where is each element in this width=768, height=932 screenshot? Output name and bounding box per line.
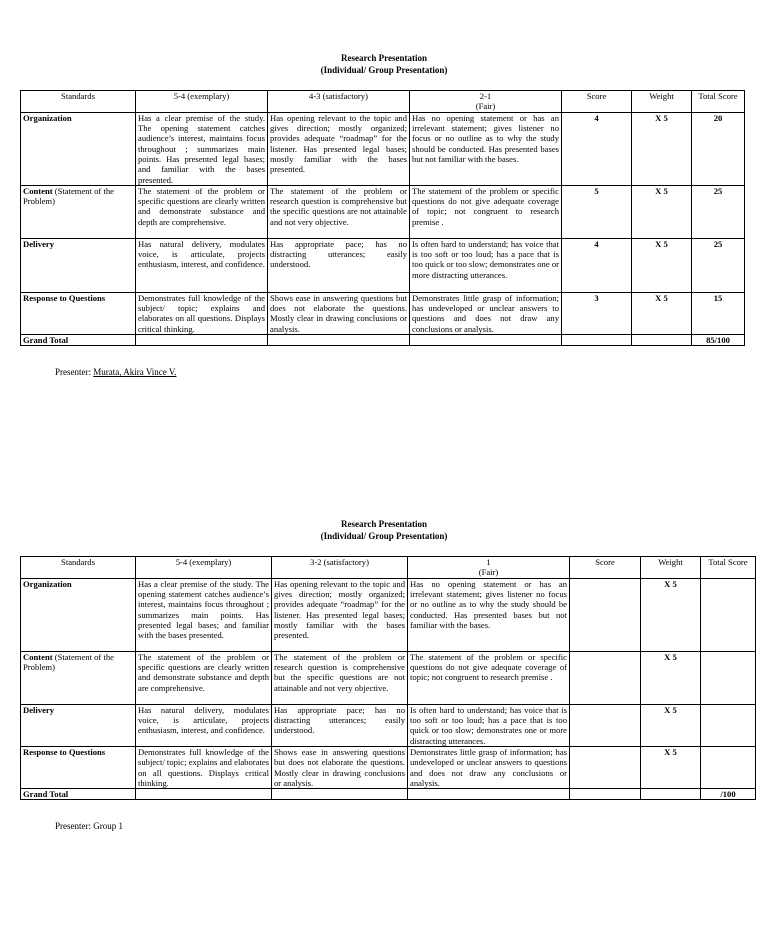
header-fair-range: 1 bbox=[486, 557, 491, 567]
satisfactory-cell: The statement of the problem or research question is comprehensive but the specific questions are not attainable and not very objective. bbox=[272, 651, 408, 704]
exemplary-cell: The statement of the problem or specific questions are clearly written and demonstrate substance and depth are comprehensive. bbox=[136, 185, 268, 238]
empty-cell bbox=[408, 789, 570, 800]
standard-cell bbox=[21, 238, 136, 292]
presenter-line bbox=[55, 367, 176, 378]
total-score-cell[interactable] bbox=[701, 704, 756, 746]
score-cell: 4 bbox=[562, 238, 632, 292]
standard-name: Response to Questions bbox=[23, 292, 106, 303]
table-row bbox=[21, 112, 745, 185]
weight-cell: X 5 bbox=[641, 746, 701, 788]
header-fair bbox=[408, 557, 570, 579]
exemplary-cell: Has natural delivery, modulates voice, is articulate, projects enthusiasm, interest, and confidence. bbox=[136, 238, 268, 292]
exemplary-cell: Demonstrates full knowledge of the subject/ topic; explains and elaborates on all questions. Displays critical thinking. bbox=[136, 746, 272, 788]
header-total-score: Total Score bbox=[701, 557, 756, 579]
weight-cell: X 5 bbox=[632, 112, 692, 185]
header-weight: Weight bbox=[641, 557, 701, 579]
grand-total-value: 85/100 bbox=[692, 335, 745, 346]
satisfactory-cell: The statement of the problem or research question is comprehensive but the specific questions are not attainable and not very objective. bbox=[268, 185, 410, 238]
empty-cell bbox=[268, 335, 410, 346]
rubric-table bbox=[20, 90, 745, 346]
header-exemplary: 5-4 (exemplary) bbox=[136, 91, 268, 113]
presenter-label: Presenter: bbox=[55, 367, 94, 377]
header-score: Score bbox=[562, 91, 632, 113]
total-score-cell[interactable] bbox=[701, 746, 756, 788]
score-cell: 3 bbox=[562, 292, 632, 334]
exemplary-cell: Has a clear premise of the study. The opening statement catches audience’s interest, maintains focus throughout ; summarizes main points. Has presented legal bases; and familiar with the bases presented. bbox=[136, 578, 272, 651]
empty-cell bbox=[570, 789, 641, 800]
rubric-sheet-2 bbox=[0, 518, 768, 831]
satisfactory-cell: Has appropriate pace; has no distracting utterances; easily understood. bbox=[272, 704, 408, 746]
fair-cell: Has no opening statement or has an irrelevant statement; gives listener no focus or no outline as to why the study should be conducted. Has presented bases but not familiar with the bases. bbox=[410, 112, 562, 185]
grand-total-row bbox=[21, 335, 745, 346]
empty-cell bbox=[562, 335, 632, 346]
table-row bbox=[21, 238, 745, 292]
empty-cell bbox=[136, 335, 268, 346]
grand-total-value[interactable]: /100 bbox=[701, 789, 756, 800]
fair-cell: Has no opening statement or has an irrelevant statement; gives listener no focus or no outline as to why the study should be conducted. Has presented bases but not familiar with the bases. bbox=[408, 578, 570, 651]
standard-name: Delivery bbox=[23, 238, 55, 249]
header-fair-label: (Fair) bbox=[478, 567, 499, 578]
empty-cell bbox=[136, 789, 272, 800]
standard-name: Content bbox=[23, 651, 53, 662]
rubric-table bbox=[20, 556, 756, 800]
header-exemplary: 5-4 (exemplary) bbox=[136, 557, 272, 579]
standard-cell bbox=[21, 704, 136, 746]
header-row bbox=[21, 91, 745, 113]
header-standards: Standards bbox=[21, 557, 136, 579]
header-satisfactory: 4-3 (satisfactory) bbox=[268, 91, 410, 113]
standard-cell bbox=[21, 578, 136, 651]
table-row bbox=[21, 292, 745, 334]
grand-total-label: Grand Total bbox=[21, 789, 136, 800]
table-row bbox=[21, 704, 756, 746]
score-cell: 5 bbox=[562, 185, 632, 238]
standard-cell bbox=[21, 292, 136, 334]
satisfactory-cell: Has opening relevant to the topic and gives direction; mostly organized; provides adequate “roadmap” for the listener. Has presented legal bases; mostly familiar with the bases presented. bbox=[272, 578, 408, 651]
standard-note: (Statement of the Problem) bbox=[23, 185, 114, 207]
total-score-cell[interactable] bbox=[701, 651, 756, 704]
satisfactory-cell: Shows ease in answering questions but does not elaborate the questions. Mostly clear in drawing conclusions or analysis. bbox=[268, 292, 410, 334]
presenter-name: Murata, Akira Vince V. bbox=[93, 367, 177, 377]
total-score-cell: 15 bbox=[692, 292, 745, 334]
standard-name: Delivery bbox=[23, 704, 55, 715]
header-weight: Weight bbox=[632, 91, 692, 113]
sheet-title: Research Presentation bbox=[341, 519, 427, 529]
header-satisfactory: 3-2 (satisfactory) bbox=[272, 557, 408, 579]
table-row bbox=[21, 185, 745, 238]
score-cell[interactable] bbox=[570, 651, 641, 704]
standard-name: Organization bbox=[23, 112, 72, 123]
weight-cell: X 5 bbox=[641, 704, 701, 746]
score-cell: 4 bbox=[562, 112, 632, 185]
exemplary-cell: Demonstrates full knowledge of the subject/ topic; explains and elaborates on all questions. Displays critical thinking. bbox=[136, 292, 268, 334]
header-fair-label: (Fair) bbox=[475, 101, 496, 112]
score-cell[interactable] bbox=[570, 704, 641, 746]
header-standards: Standards bbox=[21, 91, 136, 113]
header-total-score: Total Score bbox=[692, 91, 745, 113]
fair-cell: Is often hard to understand; has voice that is too soft or too loud; has a pace that is too quick or too slow; demonstrates one or more distracting utterances. bbox=[408, 704, 570, 746]
weight-cell: X 5 bbox=[632, 292, 692, 334]
fair-cell: Demonstrates little grasp of information; has undeveloped or unclear answers to questions and does not draw any conclusions or analysis. bbox=[410, 292, 562, 334]
presenter-label: Presenter: bbox=[55, 821, 94, 831]
weight-cell: X 5 bbox=[632, 185, 692, 238]
satisfactory-cell: Has opening relevant to the topic and gives direction; mostly organized; provides adequate “roadmap” for the listener. Has presented legal bases; mostly familiar with the bases presented. bbox=[268, 112, 410, 185]
presenter-line bbox=[55, 821, 123, 832]
weight-cell: X 5 bbox=[641, 651, 701, 704]
score-cell[interactable] bbox=[570, 578, 641, 651]
standard-note: (Statement of the Problem) bbox=[23, 651, 114, 672]
header-fair-range: 2-1 bbox=[479, 91, 492, 101]
standard-cell bbox=[21, 185, 136, 238]
satisfactory-cell: Has appropriate pace; has no distracting utterances; easily understood. bbox=[268, 238, 410, 292]
total-score-cell: 20 bbox=[692, 112, 745, 185]
fair-cell: The statement of the problem or specific questions do not give adequate coverage of topic; not congruent to research premise . bbox=[410, 185, 562, 238]
standard-name: Content bbox=[23, 185, 53, 196]
exemplary-cell: The statement of the problem or specific questions are clearly written and demonstrate substance and depth are comprehensive. bbox=[136, 651, 272, 704]
score-cell[interactable] bbox=[570, 746, 641, 788]
fair-cell: Is often hard to understand; has voice that is too soft or too loud; has a pace that is too quick or too slow; demonstrates one or more distracting utterances. bbox=[410, 238, 562, 292]
standard-cell bbox=[21, 746, 136, 788]
header-row bbox=[21, 557, 756, 579]
weight-cell: X 5 bbox=[641, 578, 701, 651]
empty-cell bbox=[410, 335, 562, 346]
empty-cell bbox=[272, 789, 408, 800]
sheet-subtitle: (Individual/ Group Presentation) bbox=[320, 531, 448, 541]
grand-total-row bbox=[21, 789, 756, 800]
table-row bbox=[21, 578, 756, 651]
exemplary-cell: Has a clear premise of the study. The opening statement catches audience’s interest, maintains focus throughout ; summarizes main points. Has presented legal bases; and familiar with the bases presented. bbox=[136, 112, 268, 185]
header-score: Score bbox=[570, 557, 641, 579]
header-fair bbox=[410, 91, 562, 113]
sheet-subtitle: (Individual/ Group Presentation) bbox=[320, 65, 448, 75]
standard-name: Organization bbox=[23, 578, 72, 589]
standard-cell bbox=[21, 112, 136, 185]
empty-cell bbox=[632, 335, 692, 346]
satisfactory-cell: Shows ease in answering questions but does not elaborate the questions. Mostly clear in drawing conclusions or analysis. bbox=[272, 746, 408, 788]
table-row bbox=[21, 651, 756, 704]
total-score-cell: 25 bbox=[692, 238, 745, 292]
exemplary-cell: Has natural delivery, modulates voice, is articulate, projects enthusiasm, interest, and confidence. bbox=[136, 704, 272, 746]
standard-name: Response to Questions bbox=[23, 746, 106, 757]
sheet-title: Research Presentation bbox=[341, 53, 427, 63]
standard-cell bbox=[21, 651, 136, 704]
fair-cell: The statement of the problem or specific questions do not give adequate coverage of topic; not congruent to research premise . bbox=[408, 651, 570, 704]
empty-cell bbox=[641, 789, 701, 800]
total-score-cell[interactable] bbox=[701, 578, 756, 651]
table-row bbox=[21, 746, 756, 788]
total-score-cell: 25 bbox=[692, 185, 745, 238]
grand-total-label: Grand Total bbox=[21, 335, 136, 346]
rubric-sheet-1 bbox=[0, 52, 768, 377]
presenter-name: Group 1 bbox=[93, 821, 123, 831]
fair-cell: Demonstrates little grasp of information; has undeveloped or unclear answers to questions and does not draw any conclusions or analysis. bbox=[408, 746, 570, 788]
weight-cell: X 5 bbox=[632, 238, 692, 292]
